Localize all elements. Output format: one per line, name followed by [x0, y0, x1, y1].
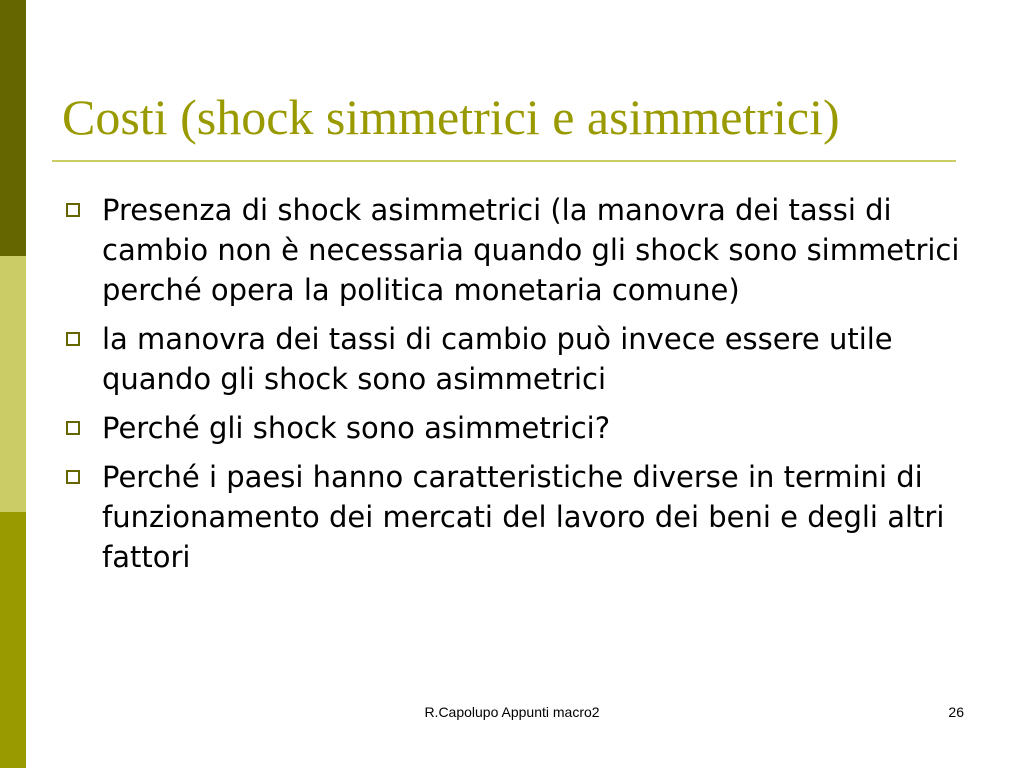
bullet-item [62, 457, 982, 577]
bullet-item [62, 319, 982, 399]
page-number: 26 [948, 704, 964, 720]
title-underline [52, 160, 956, 162]
bullet-item [62, 190, 982, 310]
side-bar-light [0, 256, 26, 512]
hollow-square-icon [66, 332, 80, 346]
bullet-item [62, 408, 982, 448]
footer-author: R.Capolupo Appunti macro2 [424, 704, 600, 720]
hollow-square-icon [66, 421, 80, 435]
bullet-text: Presenza di shock asimmetrici (la manovra dei tassi di cambio non è necessaria quando gli shock sono simmetrici perché opera la politica monetaria comune) [102, 193, 960, 307]
bullet-list [62, 190, 982, 586]
side-bar-dark [0, 0, 26, 256]
slide-title: Costi (shock simmetrici e asimmetrici) [62, 89, 840, 145]
bullet-text: Perché i paesi hanno caratteristiche diverse in termini di funzionamento dei mercati del lavoro dei beni e degli altri fattori [102, 460, 945, 574]
hollow-square-icon [66, 203, 80, 217]
bullet-text: la manovra dei tassi di cambio può invece essere utile quando gli shock sono asimmetrici [102, 322, 893, 396]
bullet-text: Perché gli shock sono asimmetrici? [102, 411, 611, 445]
side-bar-olive [0, 512, 26, 768]
hollow-square-icon [66, 470, 80, 484]
